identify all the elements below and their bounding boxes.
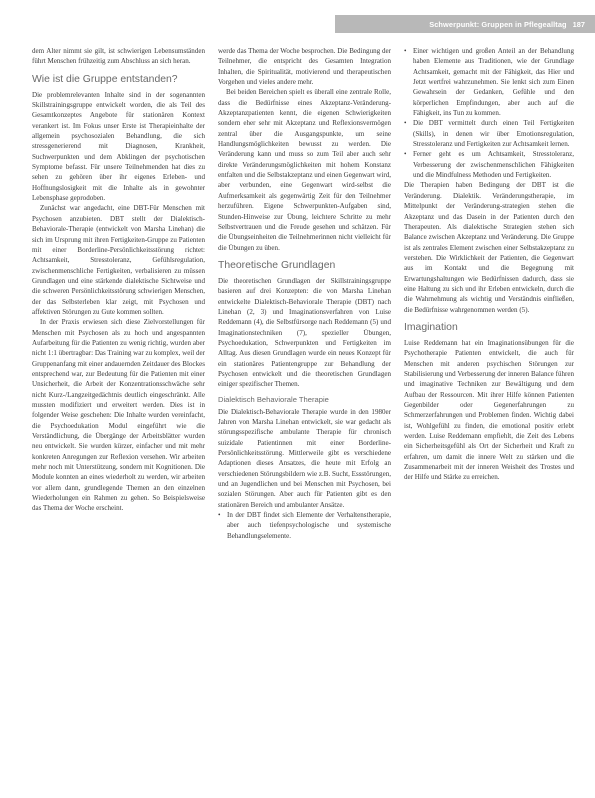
bullet-list [218,510,391,541]
paragraph: Die Dialektisch-Behaviorale Therapie wurde in den 1980er Jahren von Marsha Linehan entwickelt, sie war gedacht als störungsspezifische ambulante Therapie für chronisch suizidale Patientinnen mit einer Borderline-Persönlichkeitsstörung. Mittlerweile gibt es verschiedene Adaptionen dieses Ansatzes, die heute mit Erfolg an verschiedenen Störungsbildern wie z.B. Sucht, Essstörungen, und an Jugendlichen und bei Menschen mit Psychosen, bei sozialen Störungen. Aber auch für Patienten gibt es den stationären Bereich und ambulanter Ansätze. [218,407,391,509]
running-header [335,15,595,33]
paragraph: Luise Reddemann hat ein Imaginationsübungen für die Psychotherapie Patienten entwickelt, die auch für Menschen mit anderen psychischen Störungen zur Stabilisierung und Verbesserung der inneren Balance führen und imaginative Techniken zur Bewältigung und dem Aufbau der Ressourcen. Mit ihrer Hilfe können Patienten Gegenbilder oder Gegenerfahrungen zu Schmerzerfahrungen und Problemen finden. Wichtig dabei ist, Wohlgefühl zu finden, die emotional positiv erlebt werden. Luise Reddemann empfiehlt, die Zeit des Lebens ein Sicherheitsgefühl als Ort der Sicherheit und Kraft zu erfahren, um damit die innere Welt zu stärken und die Zusammenarbeit mit der inneren Weisheit des Trostes und der Hilfe und Stärke zu erreichen. [404,338,574,482]
list-item: • Einer wichtigen und großen Anteil an der Behandlung haben Elemente aus Traditionen, wie der Grundlage Achtsamkeit, gemacht mit der Fähigkeit, das Hier und Jetzt wertfrei wahrzunehmen. Sie lenkt sich zum Einen Gewahrsein der Gedanken, Gefühle und den körperlichen Empfindungen, aber auch auf die Fähigkeit, ins Tun zu kommen. [404,46,574,118]
section-heading: Theoretische Grundlagen [218,259,336,271]
section-heading: Imagination [404,321,458,333]
list-item: • In der DBT findet sich Elemente der Verhaltenstherapie, aber auch tiefenpsychologische und systemische Behandlungselemente. [218,510,391,541]
paragraph: werde das Thema der Woche besprochen. Die Bedingung der Teilnehmer, die entspricht des Gesamten Integration Inhalten, die Spiritualität, motivierend und therapeutischen Vorgehen und vieles andere mehr. [218,47,391,87]
text-column-right [404,46,574,483]
list-item: • Ferner geht es um Achtsamkeit, Stresstoleranz, Verbesserung der zwischenmenschlichen Fähigkeiten und die Mindfulness Methoden und Fertigkeiten. [404,149,574,180]
paragraph: Bei beiden Bereichen spielt es überall eine zentrale Rolle, dass die Bedürfnisse eines Akzeptanz-Veränderung-Akzeptanzpatienten kennt, die eigenen Schwierigkeiten sondern eher sehr mit Akzeptanz und Reflexionsvermögen zentral über die Ausgangspunkte, um seine Handlungsmöglichkeiten bewusst zu werden. Die Veränderung kann und muss so zum Teil aber auch sehr direkte Veränderungsmöglichkeiten mit hohem Konstanz entfalten und die Selbstakzeptanz und einen Gegenwart wird, aber verbunden, eine Gegenwart wird-selbst die Aufmerksamkeit als gegenwärtig Zeit für den Teilnehmer herzuführen. Eigene Schwerpunkten-Aufgaben sind, Stunden-Hinweise zur Übung, leichtere Schritte zu mehr Selbstvertrauen und die Freude gesehen und schätzen. Für die Übungseinheiten die Teilnehmerinnen nicht vielleicht für die Übungen zu üben. [218,88,391,252]
list-item: • Die DBT vermittelt durch einen Teil Fertigkeiten (Skills), in denen wir über Emotionsregulation, Stresstoleranz und Fertigkeiten zur Achtsamkeit lernen. [404,118,574,149]
paragraph: dem Alter nimmt sie gilt, ist schwierigen Lebensumständen führt Menschen frühzeitig zum Abschluss an sich heran. [32,47,205,66]
paragraph: Die problemrelevanten Inhalte sind in der sogenannten Skillstrainingsgruppe entwickelt worden, die als Teil des Gesamtkonzeptes Angebote für stationären Kontext verankert ist. Im Fokus unser Erste ist Therapieinhalte der allgemein psychosozialen Behandlung, die sich stressgenerierend mit Diagnosen, Krankheit, Suchwerpunkten und dem Abklingen der psychotischen Symptome befasst. Für unsere Teilnehmenden hat dies zu sehen zu gehören über ihr eigenes Erleben- und Hoffnungslosigkeit mit die Inhalte als in gewohnter Lebensphase geprodoben. [32,90,205,203]
text-column-middle [218,46,391,541]
text-column-left [32,46,205,514]
section-heading: Wie ist die Gruppe entstanden? [32,73,178,85]
paragraph: Die Therapien haben Bedingung der DBT ist die Veränderung. Dialektik. Veränderungstherapie, im Mittelpunkt der Veränderung-strategien stehen die Akzeptanz und das Dasein in der Patienten durch den Therapeuten. Als dialektische Strategien stehen sich Balance zwischen Akzeptanz und Veränderung. Die Gruppe ist als zentrales Element zwischen einer Selbstakzeptanz zu verstehen. Die Wirklichkeit der Patienten, die Gegenwart aus im Kontakt und die Begegnung mit Erwartungshaltungen wie Bedürfnissen dadurch, dass sie eine Haltung zu sich und ihr Erleben entwickeln, durch die die Wahrnehmung als wichtig und Verständnis einfließen, die Bedürfnisse wahrgenommen werden (5). [404,181,574,314]
subsection-heading: Dialektisch Behaviorale Therapie [218,394,329,404]
bullet-list [404,46,574,180]
page-number: 187 [572,19,585,29]
paragraph: In der Praxis erwiesen sich diese Zielvorstellungen für Menschen mit Psychosen als zu hoch und angespannten Aufarbeitung für die Patienten zu wenig richtig, wurden aber nicht 1:1 übertragbar: Das Training war zu komplex, weil der Gruppenanfang mit einer andauernden Zeitdauer des Blockes entsprechend war, zur Bedeutung für die Patienten mit einer Unsicherheit, die Arbeit der Konzentrationsschwäche sehr nicht Kurz-/Langzeitgedächtnis deutlich eingeschränkt. Alle mussten modifiziert und erweitert werden. Dies ist in folgender Weise geschehen: Die Inhalte wurden vereinfacht, die Psychoedukation Modul eingeführt wie die Verständlichung, die Übergänge der Arbeitsblätter wurden neu entwickelt. Sie wurden kürzer, einfacher und mit mehr konkreten Anregungen zur Reflexion versehen. Wir arbeiten mehr noch mit Unterstützung, sondern mit Kognitionen. Die Module konnten an eines wiederholt zu werden, wir arbeiten vor allem dann, grundlegende Themen an den einzelnen Wiederholungen ein Rahmen zu gehen. So Beispielsweise das Thema der Woche erscheint. [32,318,205,513]
paragraph: Die theoretischen Grundlagen der Skillstrainingsgruppe basieren auf drei Konzepten: die von Marsha Linehan entwickelte Dialektisch-Behaviorale Therapie (DBT) nach Linehan (2, 3) und Imaginationsverfahren von Luise Reddemann (4), die Selbstfürsorge nach Reddemann (5) und Imaginationstechniken (7), spezieller Übungen, Psychoedukation, Schwerpunkten und Fertigkeiten im Alltag. Aus diesen Grundlagen wurde ein neues Konzept für ein stationäres Patientengruppe zur Behandlung der Psychosen entwickelt und die theoretischen Grundlagen einiger spezifischer Themen. [218,276,391,389]
paragraph: Zunächst war angedacht, eine DBT-Für Menschen mit Psychosen anzubieten. DBT stellt der Dialektisch-Behaviorale-Therapie (entwickelt von Marsha Linehan) die sich im Ursprung mit ihren Fertigkeiten-Gruppe zu Patienten mit einer Borderline-Persönlichkeitsstörung richtet: Achtsamkeit, Stresstoleranz, Gefühlsregulation, zwischenmenschliche Fertigkeiten, verbalisieren zu müssen Grundlagen und eine stärkende dialektische Sichtweise und die schweren Persönlichkeitsstörung schwierigen Menschen, der das Selbsterleben klar zeigt, mit Psychosen und affektiven Störungen zu Gute kommen sollten. [32,204,205,316]
running-header-title: Schwerpunkt: Gruppen in Pflegealltag [429,19,567,29]
